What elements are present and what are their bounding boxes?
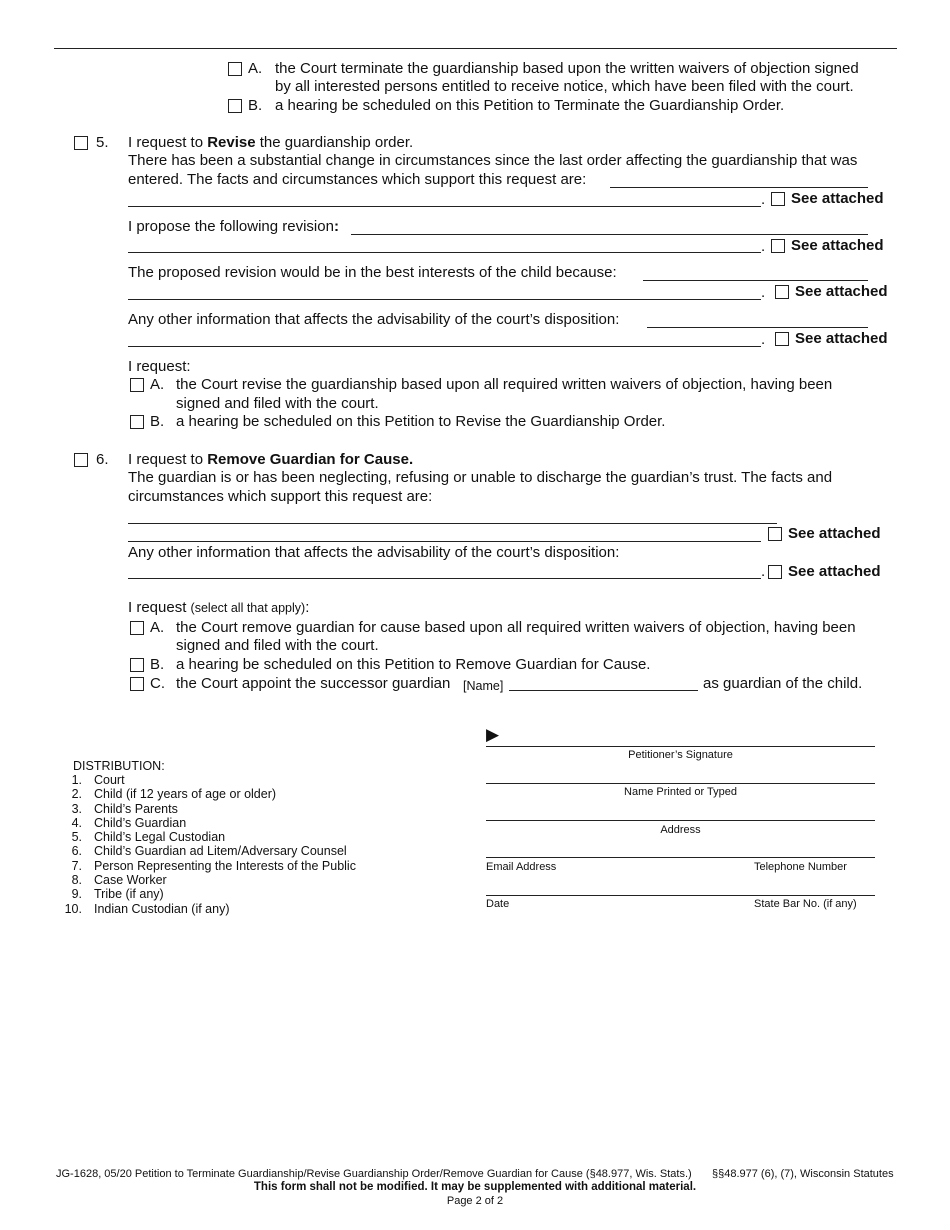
remove-facts-field-line1[interactable] [128,523,777,524]
name-printed-label: Name Printed or Typed [624,786,737,798]
list-item: 3. Child’s Parents [71,801,178,816]
address-line[interactable] [486,820,875,821]
revise-option-b-letter: B. [150,413,165,430]
other-info-6-period: . [761,563,766,580]
facts-field-line1[interactable] [610,187,868,188]
remove-option-b-checkbox[interactable] [130,658,144,672]
other-info-5-period: . [761,331,766,348]
terminate-option-a-letter: A. [248,60,263,77]
propose-revision-label: I propose the following revision: [128,218,339,235]
other-info-6-see-attached-checkbox[interactable] [768,565,782,579]
distribution-list [54,773,356,916]
other-info-6-see-attached-label: See attached [788,563,881,580]
terminate-option-b-text: a hearing be scheduled on this Petition to Terminate the Guardianship Order. [275,97,785,114]
successor-name-field[interactable] [509,690,698,691]
list-item: 7. Person Representing the Interests of the Public [71,858,356,873]
list-item: 4. Child’s Guardian [71,815,187,830]
other-info-6-label: Any other information that affects the advisability of the court’s disposition: [128,544,620,561]
list-item: 2. Child (if 12 years of age or older) [71,787,277,802]
date-bar-line[interactable] [486,895,875,896]
address-label: Address [660,824,701,836]
top-rule [54,48,897,49]
contact-line[interactable] [486,857,875,858]
other-info-6-field-line[interactable] [128,578,761,579]
terminate-option-b-checkbox[interactable] [228,99,242,113]
remove-facts-see-attached-label: See attached [788,525,881,542]
section6-number: 6. [96,451,109,468]
state-bar-label: State Bar No. (if any) [754,898,857,910]
terminate-option-a-checkbox[interactable] [228,62,242,76]
footer-notice: This form shall not be modified. It may be supplemented with additional material. [253,1181,697,1193]
remove-option-a-text: the Court remove guardian for cause based upon all required written waivers of objection, having been [176,619,856,636]
section6-checkbox[interactable] [74,453,88,467]
footer-page-number: Page 2 of 2 [446,1195,504,1207]
other-info-5-field-line1[interactable] [647,327,868,328]
list-item: 9. Tribe (if any) [71,887,164,902]
section6-text-line2: The guardian is or has been neglecting, refusing or unable to discharge the guardian’s trust. The facts and [128,469,833,486]
section6-text-line3: circumstances which support this request are: [128,488,433,505]
best-interests-period: . [761,284,766,301]
list-item: 1. Court [71,773,125,787]
revise-option-a-checkbox[interactable] [130,378,144,392]
section6-intro: I request to Remove Guardian for Cause. [128,451,414,468]
remove-option-a-letter: A. [150,619,165,636]
section5-checkbox[interactable] [74,136,88,150]
remove-option-c-end: as guardian of the child. [703,675,863,692]
terminate-option-b-letter: B. [248,97,263,114]
other-info-5-see-attached-label: See attached [795,330,888,347]
distribution-title: DISTRIBUTION: [73,759,165,773]
section5-request-label: I request: [128,358,191,375]
propose-see-attached-label: See attached [791,237,884,254]
signature-arrow-icon: ▶ [486,725,500,745]
revise-option-a-letter: A. [150,376,165,393]
propose-period: . [761,238,766,255]
best-interests-label: The proposed revision would be in the best interests of the child because: [128,264,617,281]
propose-see-attached-checkbox[interactable] [771,239,785,253]
footer-form-id: JG-1628, 05/20 Petition to Terminate Guardianship/Revise Guardianship Order/Remove Guardian for Cause (§48.977, Wis. Stats.) [56,1168,692,1180]
other-info-5-field-line2[interactable] [128,346,761,347]
section5-text-line2: There has been a substantial change in circumstances since the last order affecting the guardianship that was [128,152,858,169]
best-interests-field-line2[interactable] [128,299,761,300]
facts-see-attached-label: See attached [791,190,884,207]
facts-see-attached-checkbox[interactable] [771,192,785,206]
remove-option-c-text: the Court appoint the successor guardian [176,675,451,692]
list-item: 5. Child’s Legal Custodian [71,830,226,845]
section6-request-label: I request (select all that apply): [128,599,310,616]
remove-option-b-letter: B. [150,656,165,673]
facts-field-line2[interactable] [128,206,761,207]
other-info-5-see-attached-checkbox[interactable] [775,332,789,346]
facts-period: . [761,191,766,208]
remove-facts-field-line2[interactable] [128,541,761,542]
revise-option-a-text-cont: signed and filed with the court. [176,395,379,412]
remove-option-a-text-cont: signed and filed with the court. [176,637,379,654]
remove-option-b-text: a hearing be scheduled on this Petition to Remove Guardian for Cause. [176,656,651,673]
best-interests-see-attached-label: See attached [795,283,888,300]
other-info-5-label: Any other information that affects the advisability of the court’s disposition: [128,311,620,328]
revise-option-b-text: a hearing be scheduled on this Petition to Revise the Guardianship Order. [176,413,666,430]
successor-name-hint: [Name] [463,679,504,693]
petitioner-signature-label: Petitioner’s Signature [628,749,733,761]
telephone-label: Telephone Number [754,861,847,873]
section5-number: 5. [96,134,109,151]
section5-text-line3: entered. The facts and circumstances which support this request are: [128,171,587,188]
best-interests-field-line1[interactable] [643,280,868,281]
section5-intro: I request to Revise the guardianship order. [128,134,414,151]
list-item: 8. Case Worker [71,873,167,888]
revise-option-a-text: the Court revise the guardianship based upon all required written waivers of objection, having been [176,376,833,393]
terminate-option-a-text-cont: by all interested persons entitled to receive notice, which have been filed with the court. [275,78,854,95]
list-item: 6. Child’s Guardian ad Litem/Adversary Counsel [71,844,347,859]
list-item: 10. Indian Custodian (if any) [64,901,230,916]
petitioner-signature-line[interactable] [486,746,875,747]
footer-statutes: §§48.977 (6), (7), Wisconsin Statutes [712,1168,894,1180]
best-interests-see-attached-checkbox[interactable] [775,285,789,299]
remove-option-c-letter: C. [150,675,165,692]
propose-field-line1[interactable] [351,234,868,235]
terminate-option-a-text: the Court terminate the guardianship based upon the written waivers of objection signed [275,60,859,77]
propose-field-line2[interactable] [128,252,761,253]
name-printed-line[interactable] [486,783,875,784]
revise-option-b-checkbox[interactable] [130,415,144,429]
remove-facts-see-attached-checkbox[interactable] [768,527,782,541]
date-label: Date [486,898,510,910]
remove-option-c-checkbox[interactable] [130,677,144,691]
email-label: Email Address [486,861,557,873]
remove-option-a-checkbox[interactable] [130,621,144,635]
